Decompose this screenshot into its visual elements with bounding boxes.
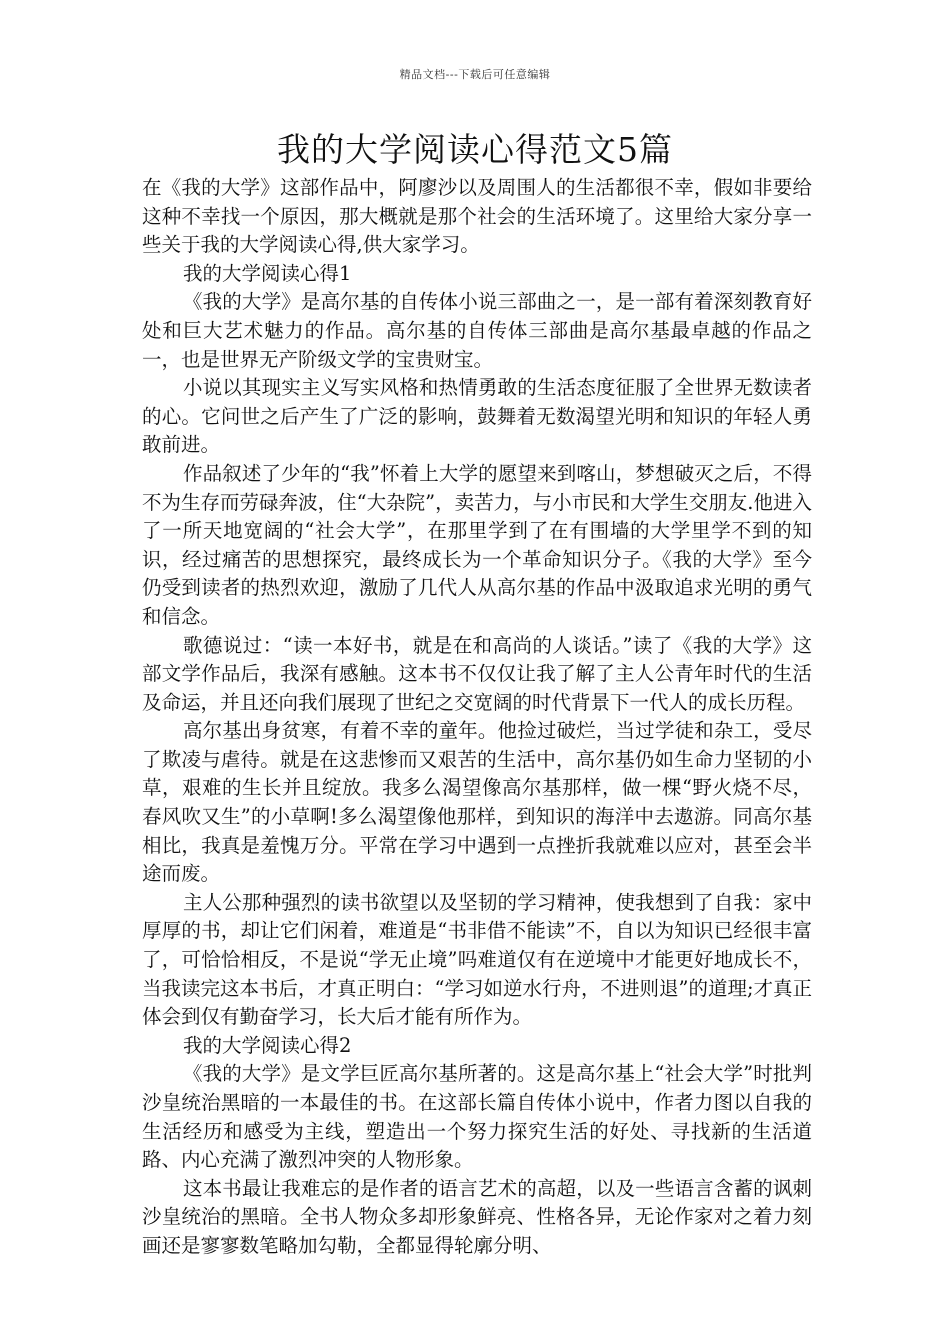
- header-note: 精品文档---下载后可任意编辑: [399, 68, 551, 81]
- paragraph: 高尔基出身贫寒，有着不幸的童年。他捡过破烂，当过学徒和杂工，受尽了欺凌与虐待。就是在这悲惨而又艰苦的生活中，高尔基仍如生命力坚韧的小草，艰难的生长并且绽放。我多么渴望像高尔基那样，做一棵“野火烧不尽，春风吹又生”的小草啊!多么渴望像他那样，到知识的海洋中去遨游。同高尔基相比，我真是羞愧万分。平常在学习中遇到一点挫折我就难以应对，甚至会半途而废。: [142, 719, 812, 886]
- paragraph: 小说以其现实主义写实风格和热情勇敢的生活态度征服了全世界无数读者的心。它问世之后产生了广泛的影响，鼓舞着无数渴望光明和知识的年轻人勇敢前进。: [142, 376, 812, 457]
- paragraph: 歌德说过：“读一本好书，就是在和高尚的人谈话。”读了《我的大学》这部文学作品后，我深有感触。这本书不仅仅让我了解了主人公青年时代的生活及命运，并且还向我们展现了世纪之交宽阔的时代背景下一代人的成长历程。: [142, 633, 812, 714]
- paragraph: 在《我的大学》这部作品中，阿廖沙以及周围人的生活都很不幸，假如非要给这种不幸找一个原因，那大概就是那个社会的生活环境了。这里给大家分享一些关于我的大学阅读心得,供大家学习。: [142, 176, 812, 257]
- paragraph: 这本书最让我难忘的是作者的语言艺术的高超，以及一些语言含蓄的讽刺沙皇统治的黑暗。全书人物众多却形象鲜亮、性格各异，无论作家对之着力刻画还是寥寥数笔略加勾勒，全都显得轮廓分明、: [142, 1176, 812, 1257]
- section-heading: 我的大学阅读心得1: [182, 261, 352, 285]
- paragraph: 《我的大学》是高尔基的自传体小说三部曲之一，是一部有着深刻教育好处和巨大艺术魅力的作品。高尔基的自传体三部曲是高尔基最卓越的作品之一，也是世界无产阶级文学的宝贵财宝。: [142, 290, 812, 371]
- paragraph: 主人公那种强烈的读书欲望以及坚韧的学习精神，使我想到了自我：家中厚厚的书，却让它们闲着，难道是“书非借不能读”不，自以为知识已经很丰富了，可恰恰相反，不是说“学无止境”吗难道仅有在逆境中才能更好地成长不，当我读完这本书后，才真正明白：“学习如逆水行舟，不进则退”的道理;才真正体会到仅有勤奋学习，长大后才能有所作为。: [142, 890, 813, 1029]
- section-heading: 我的大学阅读心得2: [182, 1033, 352, 1057]
- paragraph: 《我的大学》是文学巨匠高尔基所著的。这是高尔基上“社会大学”时批判沙皇统治黑暗的一本最佳的书。在这部长篇自传体小说中，作者力图以自我的生活经历和感受为主线，塑造出一个努力探究生活的好处、寻找新的生活道路、内心充满了激烈冲突的人物形象。: [142, 1062, 812, 1172]
- paragraph: 作品叙述了少年的“我”怀着上大学的愿望来到喀山，梦想破灭之后，不得不为生存而劳碌奔波，住“大杂院”，卖苦力，与小市民和大学生交朋友.他进入了一所天地宽阔的“社会大学”，在那里学到了在有围墙的大学里学不到的知识，经过痛苦的思想探究，最终成长为一个革命知识分子。《我的大学》至今仍受到读者的热烈欢迎，激励了几代人从高尔基的作品中汲取追求光明的勇气和信念。: [142, 461, 812, 628]
- page-title: 我的大学阅读心得范文5篇: [277, 130, 673, 169]
- article-body: [142, 174, 812, 1261]
